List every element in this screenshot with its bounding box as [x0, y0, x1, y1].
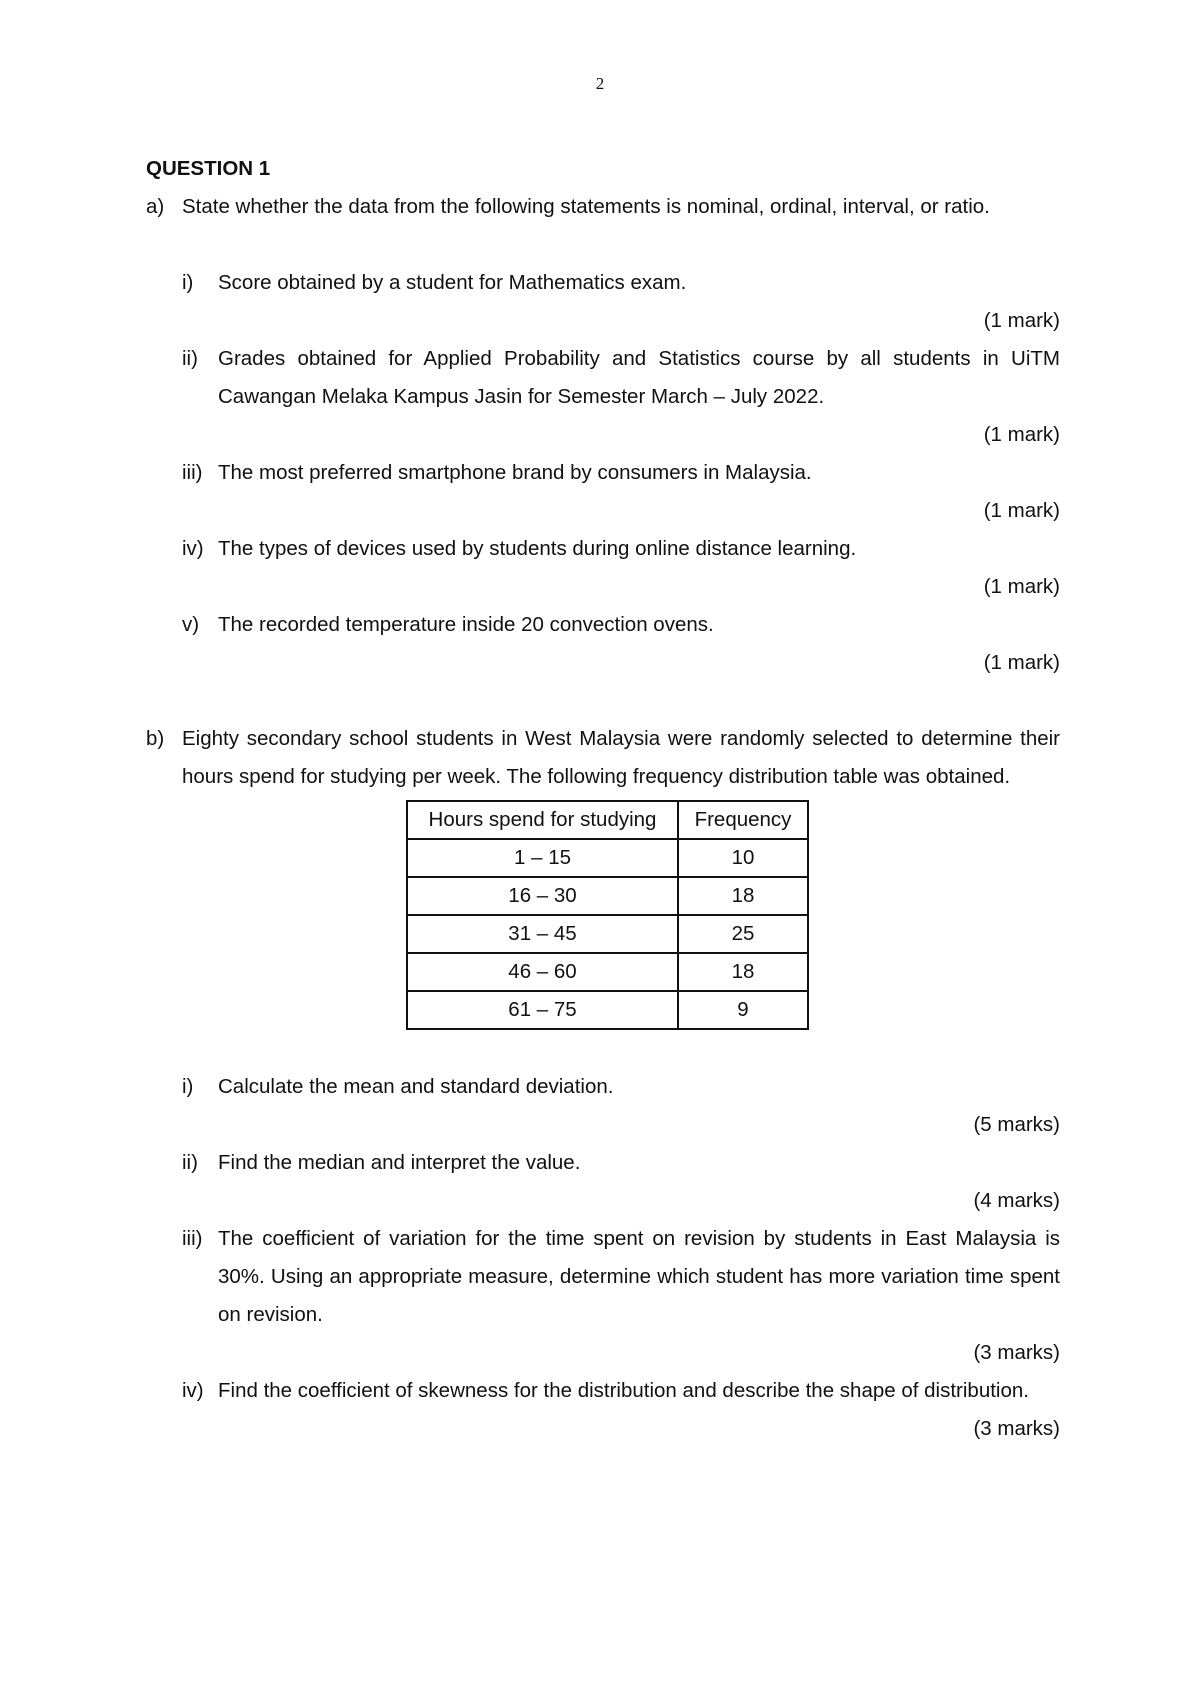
- item-marks: (1 mark): [983, 309, 1060, 332]
- item-label: i): [182, 1075, 194, 1098]
- item-text: Find the coefficient of skewness for the distribution and describe the shape of distribution.: [218, 1379, 1029, 1402]
- item-marks: (1 mark): [983, 499, 1060, 522]
- item-text: Calculate the mean and standard deviation.: [218, 1075, 614, 1098]
- part-b-label: b): [146, 727, 165, 750]
- part-a-item-4: [182, 530, 1060, 568]
- item-text: The most preferred smartphone brand by consumers in Malaysia.: [218, 461, 812, 484]
- part-b: [146, 720, 1060, 796]
- item-marks: (4 marks): [973, 1189, 1060, 1212]
- item-text: Score obtained by a student for Mathematics exam.: [218, 271, 687, 294]
- item-label: iv): [182, 1379, 204, 1402]
- part-b-text: Eighty secondary school students in West Malaysia were randomly selected to determine their hours spend for studying per week. The following frequency distribution table was obtained.: [182, 727, 1060, 788]
- table-cell-hours: 31 – 45: [407, 915, 678, 953]
- item-label: iii): [182, 1227, 203, 1250]
- table-cell-hours: 61 – 75: [407, 991, 678, 1029]
- part-a-item-5: [182, 606, 1060, 644]
- table-cell-frequency: 10: [678, 839, 808, 877]
- table-header-row: [407, 801, 808, 839]
- item-label: iv): [182, 537, 204, 560]
- part-b-item-2: [182, 1144, 1060, 1182]
- item-marks: (3 marks): [973, 1417, 1060, 1440]
- part-a-label: a): [146, 195, 165, 218]
- part-b-item-4: [182, 1372, 1060, 1410]
- table-cell-frequency: 25: [678, 915, 808, 953]
- item-marks: (1 mark): [983, 575, 1060, 598]
- spacer: [146, 1030, 1060, 1068]
- part-a: [146, 188, 1060, 226]
- item-marks: (5 marks): [973, 1113, 1060, 1136]
- question-content: [146, 150, 1060, 1448]
- item-marks: (3 marks): [973, 1341, 1060, 1364]
- table-cell-hours: 46 – 60: [407, 953, 678, 991]
- part-b-items: [182, 1068, 1060, 1448]
- table-row: [407, 991, 808, 1029]
- item-label: iii): [182, 461, 203, 484]
- part-a-item-2: [182, 340, 1060, 416]
- frequency-table: [406, 800, 809, 1030]
- item-label: ii): [182, 1151, 198, 1174]
- table-cell-hours: 1 – 15: [407, 839, 678, 877]
- part-b-item-3: [182, 1220, 1060, 1334]
- part-a-item-1: [182, 264, 1060, 302]
- item-text: Grades obtained for Applied Probability and Statistics course by all students in UiTM Cawangan Melaka Kampus Jasin for Semester March – July 2022.: [218, 347, 1060, 408]
- item-text: The recorded temperature inside 20 convection ovens.: [218, 613, 714, 636]
- item-label: i): [182, 271, 194, 294]
- table-cell-frequency: 18: [678, 877, 808, 915]
- spacer: [146, 682, 1060, 720]
- table-header-hours: Hours spend for studying: [407, 801, 678, 839]
- part-a-text: State whether the data from the following statements is nominal, ordinal, interval, or ratio.: [182, 195, 990, 218]
- spacer: [146, 226, 1060, 264]
- item-text: The types of devices used by students during online distance learning.: [218, 537, 857, 560]
- table-cell-frequency: 9: [678, 991, 808, 1029]
- table-row: [407, 915, 808, 953]
- item-marks: (1 mark): [983, 651, 1060, 674]
- table-row: [407, 839, 808, 877]
- item-text: Find the median and interpret the value.: [218, 1151, 581, 1174]
- part-a-items: [182, 264, 1060, 682]
- item-label: v): [182, 613, 200, 636]
- part-a-item-3: [182, 454, 1060, 492]
- table-row: [407, 877, 808, 915]
- table-cell-hours: 16 – 30: [407, 877, 678, 915]
- table-header-frequency: Frequency: [678, 801, 808, 839]
- item-marks: (1 mark): [983, 423, 1060, 446]
- page-number: 2: [595, 74, 605, 93]
- question-title: QUESTION 1: [146, 157, 271, 180]
- part-b-item-1: [182, 1068, 1060, 1106]
- item-text: The coefficient of variation for the time spent on revision by students in East Malaysia is 30%. Using an appropriate measure, determine which student has more variation time spent on revision.: [218, 1227, 1060, 1326]
- table-cell-frequency: 18: [678, 953, 808, 991]
- item-label: ii): [182, 347, 198, 370]
- table-row: [407, 953, 808, 991]
